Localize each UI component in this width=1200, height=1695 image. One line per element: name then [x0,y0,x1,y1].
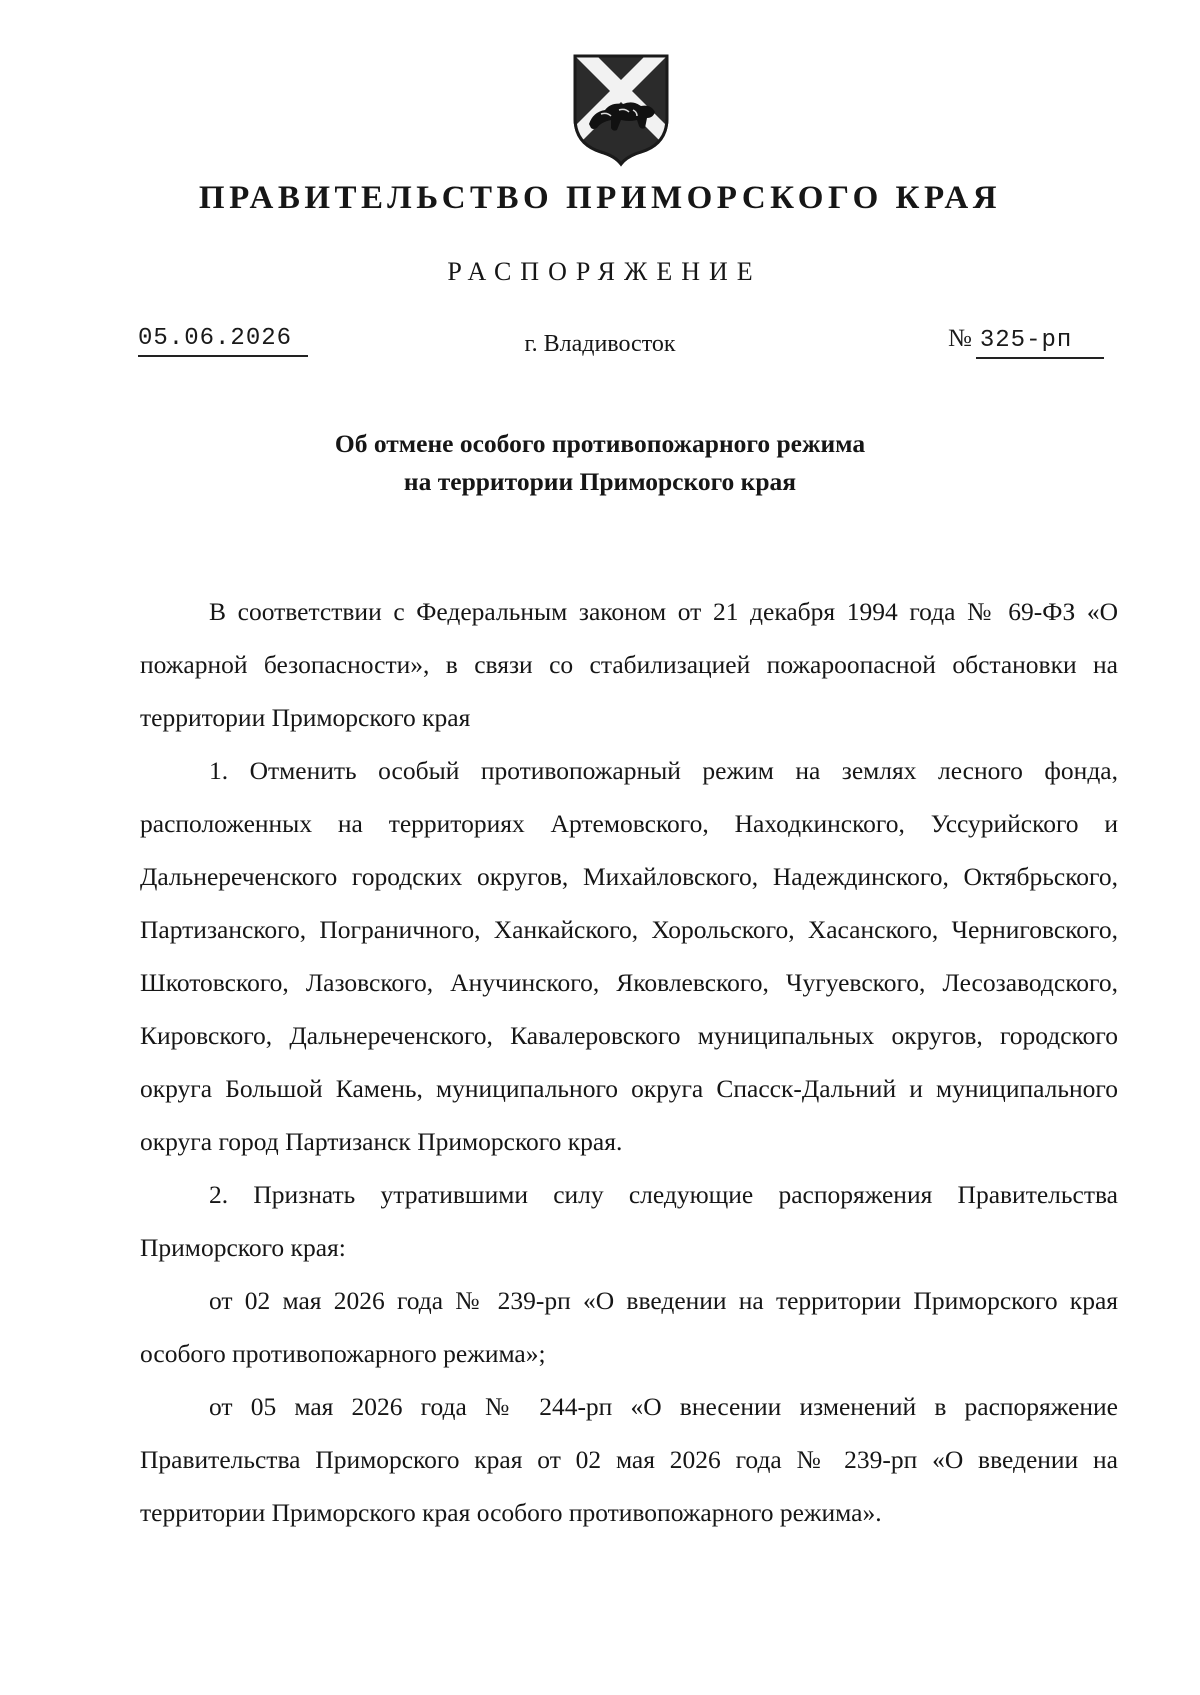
document-number: 325-рп [979,327,1073,354]
paragraph-repealed-2: от 05 мая 2026 года № 244-рп «О внесении изменений в распоряжение Правительства Приморского края от 02 мая 2026 года № 239-рп «О введении на территории Приморского края особого противопожарного режима». [140,1392,1118,1527]
document-body [140,585,1118,1539]
heading-line-2: на территории Приморского края [403,467,797,496]
number-underline [976,357,1104,359]
coat-of-arms-icon [571,52,671,168]
document-type: РАСПОРЯЖЕНИЕ [447,257,762,286]
organization-title: ПРАВИТЕЛЬСТВО ПРИМОРСКОГО КРАЯ [198,180,1002,216]
paragraph-preamble: В соответствии с Федеральным законом от 21 декабря 1994 года № 69-ФЗ «О пожарной безопасности», в связи со стабилизацией пожароопасной обстановки на территории Приморского края [140,597,1118,732]
paragraph-item-1: 1. Отменить особый противопожарный режим на землях лесного фонда, расположенных на территориях Артемовского, Находкинского, Уссурийского и Дальнереченского городских округов, Михайловского, Надеждинского, Октябрьского, Партизанского, Пограничного, Ханкайского, Хорольского, Хасанского, Черниговского, Шкотовского, Лазовского, Анучинского, Яковлевского, Чугуевского, Лесозаводского, Кировского, Дальнереченского, Кавалеровского муниципальных округов, городского округа Большой Камень, муниципального округа Спасск-Дальний и муниципального округа город Партизанск Приморского края. [140,756,1118,1156]
document-date: 05.06.2026 [138,325,293,352]
number-sign: № [948,325,972,352]
heading-line-1: Об отмене особого противопожарного режима [334,429,866,458]
paragraph-repealed-1: от 02 мая 2026 года № 239-рп «О введении на территории Приморского края особого противопожарного режима»; [140,1286,1118,1368]
document-number-field [948,325,1108,354]
document-city: г. Владивосток [524,331,676,357]
paragraph-item-2: 2. Признать утратившими силу следующие распоряжения Правительства Приморского края: [140,1180,1118,1262]
document-heading [0,425,1200,501]
